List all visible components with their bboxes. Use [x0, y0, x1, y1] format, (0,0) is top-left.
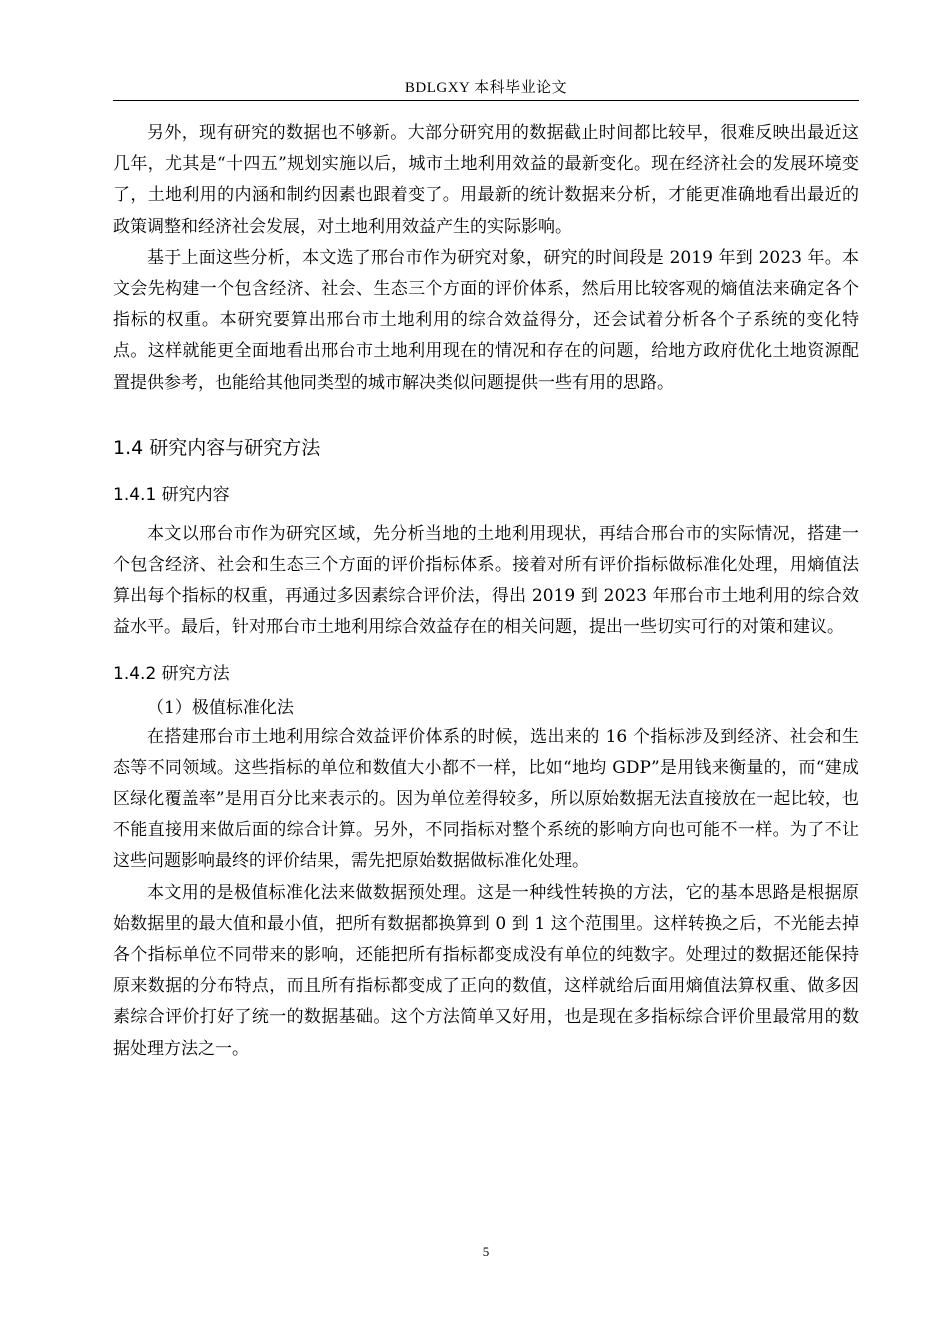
section-heading: 1.4 研究内容与研究方法 [113, 436, 321, 459]
running-header: BDLGXY 本科毕业论文 [404, 80, 568, 96]
method-heading: （1）极值标准化法 [147, 697, 294, 718]
page-content [113, 118, 859, 1065]
subsection-heading: 1.4.1 研究内容 [113, 484, 230, 505]
body-paragraph: 本文以邢台市作为研究区域，先分析当地的土地利用现状，再结合邢台市的实际情况，搭建一个包含经济、社会和生态三个方面的评价指标体系。接着对所有评价指标做标准化处理，用熵值法算出每个指标的权重，再通过多因素综合评价法，得出 2019 到 2023 年邢台市土地利用的综合效益水平。最后，针对邢台市土地利用综合效益存在的相关问题，提出一些切实可行的对策和建议。 [113, 523, 859, 638]
body-paragraph: 基于上面这些分析，本文选了邢台市作为研究对象，研究的时间段是 2019 年到 2023 年。本文会先构建一个包含经济、社会、生态三个方面的评价体系，然后用比较客观的熵值法来确定各个指标的权重。本研究要算出邢台市土地利用的综合效益得分，还会试着分析各个子系统的变化特点。这样就能更全面地看出邢台市土地利用现在的情况和存在的问题，给地方政府优化土地资源配置提供参考，也能给其他同类型的城市解决类似问题提供一些有用的思路。 [113, 247, 859, 393]
body-paragraph: 另外，现有研究的数据也不够新。大部分研究用的数据截止时间都比较早，很难反映出最近这几年，尤其是“十四五”规划实施以后，城市土地利用效益的最新变化。现在经济社会的发展环境变了，土地利用的内涵和制约因素也跟着变了。用最新的统计数据来分析，才能更准确地看出最近的政策调整和经济社会发展，对土地利用效益产生的实际影响。 [113, 123, 859, 237]
body-paragraph: 在搭建邢台市土地利用综合效益评价体系的时候，选出来的 16 个指标涉及到经济、社会和生态等不同领域。这些指标的单位和数值大小都不一样，比如“地均 GDP”是用钱来衡量的，而“建成区绿化覆盖率”是用百分比来表示的。因为单位差得较多，所以原始数据无法直接放在一起比较，也不能直接用来做后面的综合计算。另外，不同指标对整个系统的影响方向也可能不一样。为了不让这些问题影响最终的评价结果，需先把原始数据做标准化处理。 [113, 726, 859, 872]
page-number: 5 [482, 1244, 490, 1259]
body-paragraph: 本文用的是极值标准化法来做数据预处理。这是一种线性转换的方法，它的基本思路是根据原始数据里的最大值和最小值，把所有数据都换算到 0 到 1 这个范围里。这样转换之后，不光能去掉各个指标单位不同带来的影响，还能把所有指标都变成没有单位的纯数字。处理过的数据还能保持原来数据的分布特点，而且所有指标都变成了正向的数值，这样就给后面用熵值法算权重、做多因素综合评价打好了统一的数据基础。这个方法简单又好用，也是现在多指标综合评价里最常用的数据处理方法之一。 [113, 882, 859, 1059]
subsection-heading: 1.4.2 研究方法 [113, 663, 230, 684]
header-rule [113, 100, 859, 101]
